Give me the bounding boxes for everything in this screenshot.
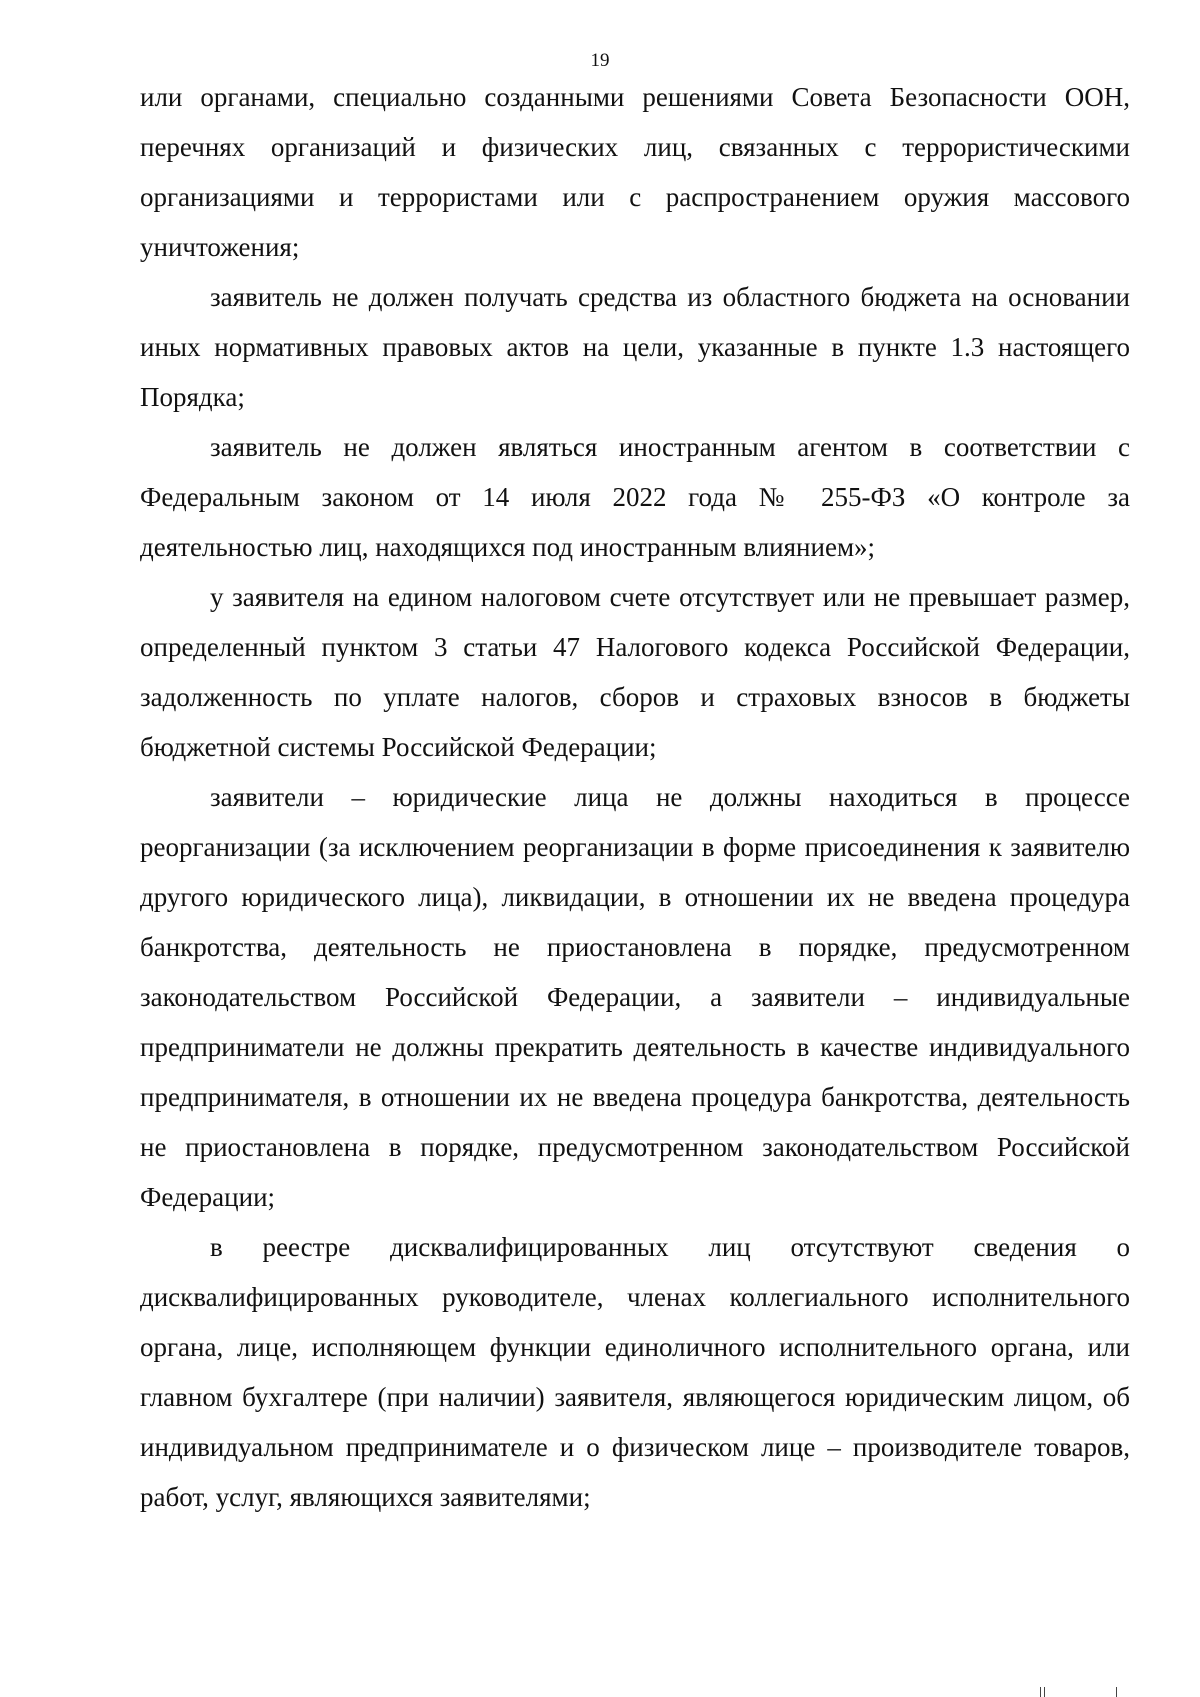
paragraph-tax-debt-condition: у заявителя на едином налоговом счете отсутствует или не превышает размер, определенный пунктом 3 статьи 47 Налогового кодекса Российской Федерации, задолженность по уплате налогов, сборов и страховых взносов в бюджеты бюджетной системы Российской Федерации; bbox=[140, 582, 1130, 762]
paragraph-reorganization-condition: заявители – юридические лица не должны находиться в процессе реорганизации (за исключением реорганизации в форме присоединения к заявителю другого юридического лица), ликвидации, в отношении их не введена процедура банкротства, деятельность не приостановлена в порядке, предусмотренном законодательством Российской Федерации, а заявители – индивидуальные предприниматели не должны прекратить деятельность в качестве индивидуального предпринимателя, в отношении их не введена процедура банкротства, деятельность не приостановлена в порядке, предусмотренном законодательством Российской Федерации; bbox=[140, 782, 1130, 1212]
paragraph-disqualified-persons-condition: в реестре дисквалифицированных лиц отсутствуют сведения о дисквалифицированных руководителе, членах коллегиального исполнительного органа, лице, исполняющем функции единоличного исполнительного органа, или главном бухгалтере (при наличии) заявителя, являющегося юридическим лицом, об индивидуальном предпринимателе и о физическом лице – производителе товаров, работ, услуг, являющихся заявителями; bbox=[140, 1232, 1130, 1512]
paragraph-foreign-agent-condition: заявитель не должен являться иностранным агентом в соответствии с Федеральным законом от 14 июля 2022 года № 255-ФЗ «О контроле за деятельностью лиц, находящихся под иностранным влиянием»; bbox=[140, 432, 1130, 562]
document-body bbox=[140, 72, 1130, 1522]
paragraph-budget-funds-condition: заявитель не должен получать средства из областного бюджета на основании иных нормативных правовых актов на цели, указанные в пункте 1.3 настоящего Порядка; bbox=[140, 282, 1130, 412]
paragraph-continuation: или органами, специально созданными решениями Совета Безопасности ООН, перечнях организаций и физических лиц, связанных с террористическими организациями и террористами или с распространением оружия массового уничтожения; bbox=[140, 82, 1130, 262]
scan-edge-marks bbox=[1020, 1683, 1160, 1697]
page-number: 19 bbox=[590, 50, 610, 71]
